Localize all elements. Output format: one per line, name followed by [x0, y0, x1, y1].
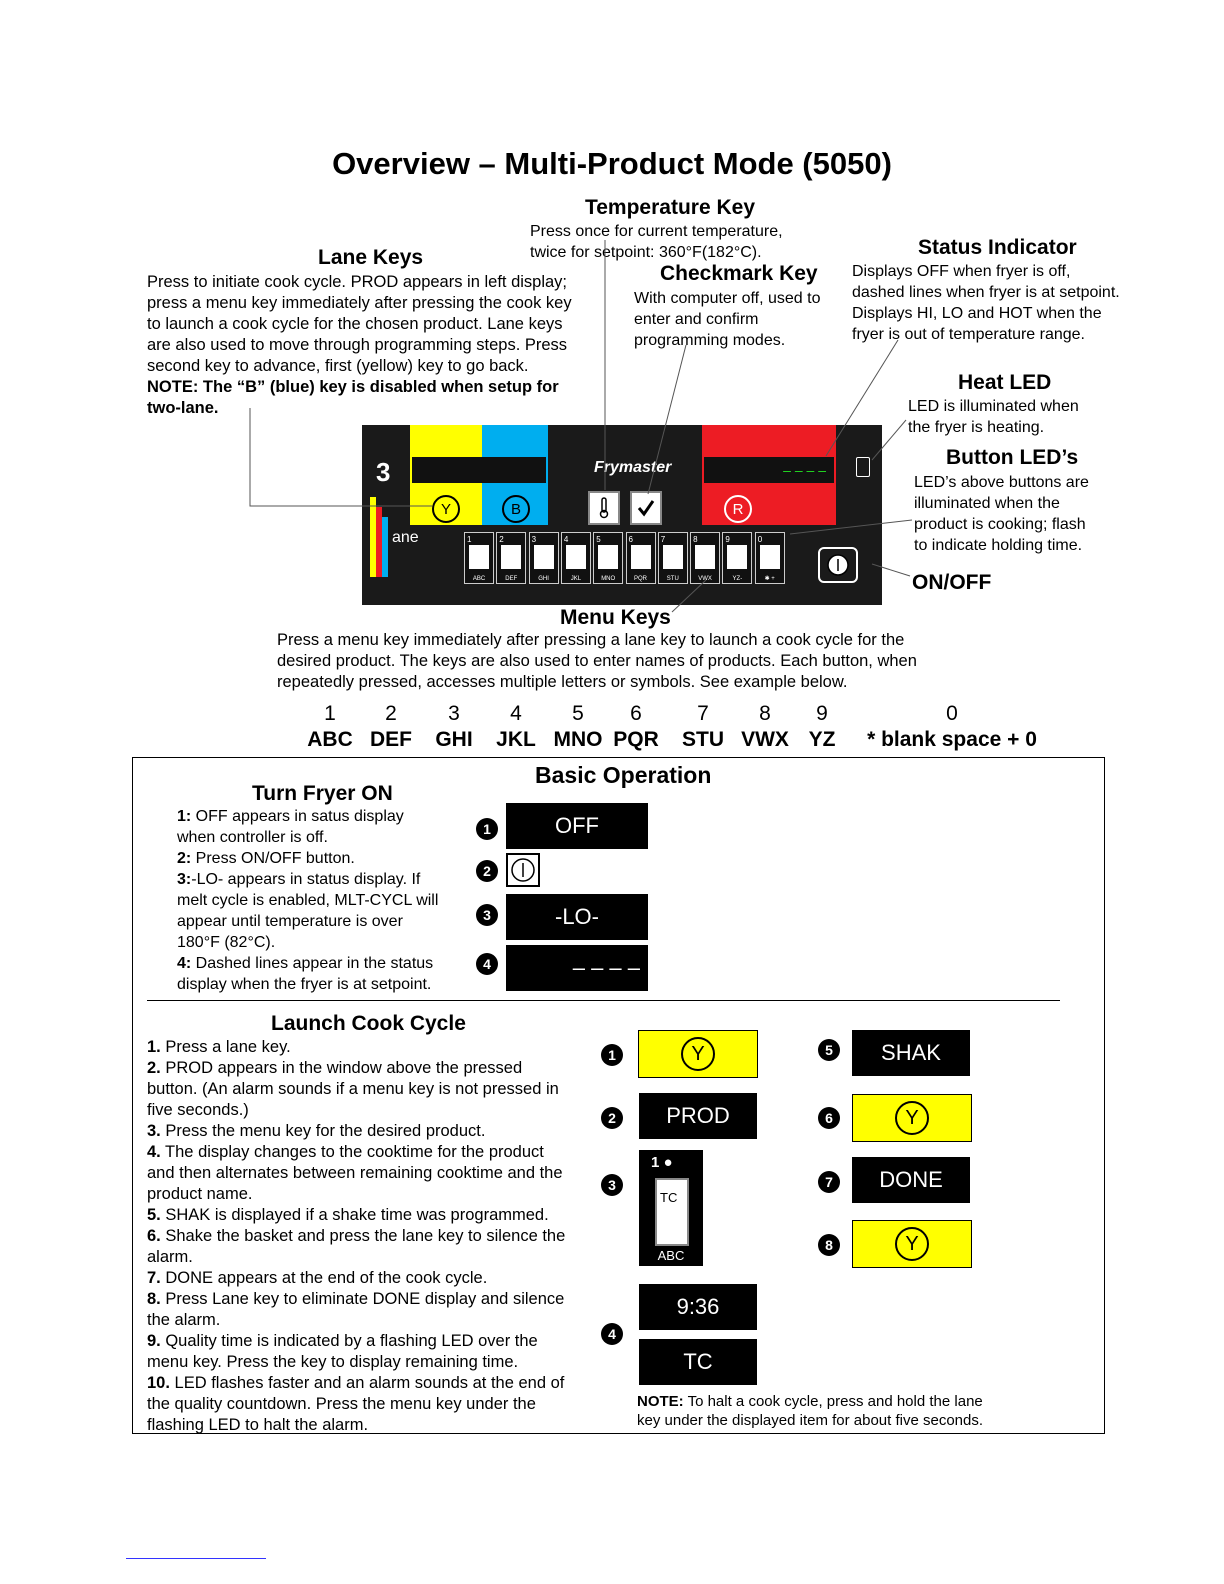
launch-step-line: 6. Shake the basket and press the lane key to silence the [147, 1227, 566, 1245]
launch-step-line: 9. Quality time is indicated by a flashing LED over the [147, 1332, 538, 1350]
launch-step-line: flashing LED to halt the alarm. [147, 1416, 369, 1434]
key-letters: * blank space + 0 [867, 728, 1037, 751]
menu-key-number: 9 [725, 535, 730, 544]
display-lo: -LO- [506, 894, 648, 940]
menu-key-label: JKL [570, 576, 582, 582]
section-divider [147, 1000, 1060, 1001]
key-number: 5 [572, 702, 584, 725]
launch-step-line: 5. SHAK is displayed if a shake time was programmed. [147, 1206, 549, 1224]
on-off-label: ON/OFF [912, 571, 992, 594]
menu-key-label: ABC [472, 576, 486, 582]
key-number: 6 [630, 702, 642, 725]
turn-on-marker-1: 1 [476, 818, 498, 840]
button-leds-text: LED’s above buttons are illuminated when the product is cooking; flash to indicate holding time. [914, 474, 1089, 554]
key-number: 2 [385, 702, 397, 725]
temperature-key-heading: Temperature Key [584, 196, 755, 219]
heat-led-text: LED is illuminated when the fryer is heating. [908, 398, 1079, 436]
menu-keys-text: Press a menu key immediately after pressing a lane key to launch a cook cycle for the desired product. The keys are also used to enter names of products. Each button, when repeatedly pressed, accesses multiple letters or symbols. See example below. [277, 631, 917, 691]
status-indicator-text: Displays OFF when fryer is off, dashed lines when fryer is at setpoint. Displays HI, LO and HOT when the fryer is out of temperature range. [852, 263, 1120, 343]
page-title: Overview – Multi-Product Mode (5050) [332, 146, 892, 181]
launch-step-line: and then alternates between remaining cooktime and the [147, 1164, 563, 1182]
key-letters: GHI [435, 728, 473, 751]
launch-marker-3: 3 [601, 1174, 623, 1196]
launch-marker-8: 8 [818, 1234, 840, 1256]
menu-key-label: STU [666, 576, 679, 582]
menu-key-number: 3 [531, 535, 537, 544]
menu-key-number: 8 [693, 535, 698, 544]
display-time: 9:36 [639, 1284, 757, 1330]
menu-key-abc: ABC [657, 1248, 685, 1263]
launch-step-line: 2. PROD appears in the window above the pressed [147, 1059, 523, 1077]
display-dashes: – – – – [506, 945, 648, 991]
frymaster-logo: Frymaster [594, 459, 672, 476]
turn-on-heading: Turn Fryer ON [252, 782, 393, 805]
lane-y-illustration-1 [638, 1030, 758, 1078]
key-letters: MNO [553, 728, 603, 751]
status-display: – – – – [704, 457, 834, 483]
lane-y-illustration-2 [852, 1094, 972, 1142]
key-number: 8 [759, 702, 771, 725]
launch-steps [147, 1037, 565, 1436]
temperature-key-text: Press once for current temperature, twice for setpoint: 360°F(182°C). [530, 223, 783, 261]
launch-step-line: the quality countdown. Press the menu key under the [147, 1395, 536, 1413]
display-prod: PROD [639, 1093, 757, 1139]
launch-step-line: five seconds.) [147, 1101, 249, 1119]
key-number: 0 [946, 702, 958, 725]
menu-keys-heading: Menu Keys [560, 606, 671, 629]
launch-step-line: button. (An alarm sounds if a menu key is not pressed in [147, 1080, 559, 1098]
launch-step-line: 4. The display changes to the cooktime for the product [147, 1143, 544, 1161]
launch-heading: Launch Cook Cycle [271, 1012, 466, 1035]
menu-key-number: 6 [628, 535, 633, 544]
launch-step-line: the alarm. [147, 1311, 221, 1329]
lane-badge-number: 3 [376, 457, 391, 487]
on-off-button-illustration [506, 853, 540, 887]
launch-step-line: 3. Press the menu key for the desired product. [147, 1122, 486, 1140]
lane-y-circle: Y [895, 1101, 929, 1135]
key-letters: YZ [808, 728, 836, 751]
key-letters: PQR [613, 728, 659, 751]
key-letters: ABC [307, 728, 353, 751]
checkmark-key-heading: Checkmark Key [660, 262, 818, 285]
launch-marker-2: 2 [601, 1107, 623, 1129]
menu-key-number: 0 [757, 535, 763, 544]
menu-key-number: 7 [660, 535, 666, 544]
menu-key-label: YZ- [732, 576, 743, 582]
heat-led-heading: Heat LED [958, 371, 1052, 394]
lane-y-illustration-3 [852, 1220, 972, 1268]
key-number: 9 [816, 702, 828, 725]
turn-on-marker-4: 4 [476, 953, 498, 975]
checkmark-key-text: With computer off, used to enter and confirm programming modes. [634, 290, 821, 349]
menu-key-label: MNO [601, 576, 616, 582]
launch-marker-1: 1 [601, 1044, 623, 1066]
launch-marker-5: 5 [818, 1039, 840, 1061]
lane-keys-heading: Lane Keys [318, 246, 424, 269]
key-number: 7 [697, 702, 709, 725]
menu-key-label: DEF [505, 576, 518, 582]
launch-step-line: 8. Press Lane key to eliminate DONE display and silence [147, 1290, 565, 1308]
power-icon [510, 857, 536, 883]
key-number: 1 [324, 702, 336, 725]
basic-operation-heading: Basic Operation [535, 762, 712, 788]
key-letters: STU [682, 728, 724, 751]
launch-step-line: alarm. [147, 1248, 193, 1266]
launch-step-line: 7. DONE appears at the end of the cook cycle. [147, 1269, 488, 1287]
menu-key-illustration [639, 1150, 703, 1266]
lane-key-y[interactable]: Y [432, 495, 460, 523]
menu-key-tc: TC [660, 1190, 678, 1205]
launch-note: NOTE: To halt a cook cycle, press and hold the lane key under the displayed item for about five seconds. [637, 1393, 984, 1429]
menu-key-label: PQR [633, 576, 647, 582]
key-number: 4 [510, 702, 522, 725]
menu-key-led-label: 1 ● [651, 1154, 673, 1171]
lane-y-circle: Y [895, 1227, 929, 1261]
launch-marker-7: 7 [818, 1171, 840, 1193]
menu-key-label: VWX [698, 576, 712, 582]
menu-key-number: 1 [467, 535, 472, 544]
launch-step-line: menu key. Press the key to display remaining time. [147, 1353, 519, 1371]
launch-step-line: 1. Press a lane key. [147, 1038, 291, 1056]
launch-step-line: product name. [147, 1185, 253, 1203]
launch-marker-6: 6 [818, 1107, 840, 1129]
button-leds-heading: Button LED’s [946, 446, 1079, 469]
turn-on-steps: 1: OFF appears in satus display when controller is off. 2: Press ON/OFF button. 3:-LO- appears in status display. If melt cycle is enabled, MLT-CYCL will appear until temperature is over 180°F (82°C). 4: Dashed lines appear in the status display when the fryer is at setpoint. [177, 808, 439, 993]
display-tc: TC [639, 1339, 757, 1385]
menu-key-label: GHI [538, 576, 549, 582]
lane-y-circle: Y [681, 1037, 715, 1071]
key-letters: VWX [741, 728, 789, 751]
lane-key-r[interactable]: R [724, 495, 752, 523]
footer-rule [126, 1558, 266, 1559]
lane-key-b[interactable]: B [502, 495, 530, 523]
launch-marker-4: 4 [601, 1323, 623, 1345]
key-letters: DEF [370, 728, 412, 751]
menu-key-number: 4 [563, 535, 569, 544]
display-off: OFF [506, 803, 648, 849]
lane-keys-text: Press to initiate cook cycle. PROD appears in left display; press a menu key immediately after pressing the cook key to launch a cook cycle for the chosen product. Lane keys are also used to move through programming steps. Press second key to advance, first (yellow) key to go back. NOTE: The “B” (blue) key is disabled when setup for two-lane. [147, 273, 572, 417]
turn-on-marker-3: 3 [476, 904, 498, 926]
menu-key-number: 5 [596, 535, 601, 544]
lane-badge-text: ane [392, 529, 419, 546]
key-number: 3 [448, 702, 460, 725]
turn-on-marker-2: 2 [476, 860, 498, 882]
menu-key-number: 2 [499, 535, 504, 544]
display-shak: SHAK [852, 1030, 970, 1076]
launch-step-line: 10. LED flashes faster and an alarm sounds at the end of [147, 1374, 565, 1392]
menu-key-label: ✱ + [764, 576, 775, 582]
key-letters: JKL [496, 728, 536, 751]
status-indicator-heading: Status Indicator [918, 236, 1077, 259]
display-done: DONE [852, 1157, 970, 1203]
menu-key-face [655, 1178, 689, 1246]
